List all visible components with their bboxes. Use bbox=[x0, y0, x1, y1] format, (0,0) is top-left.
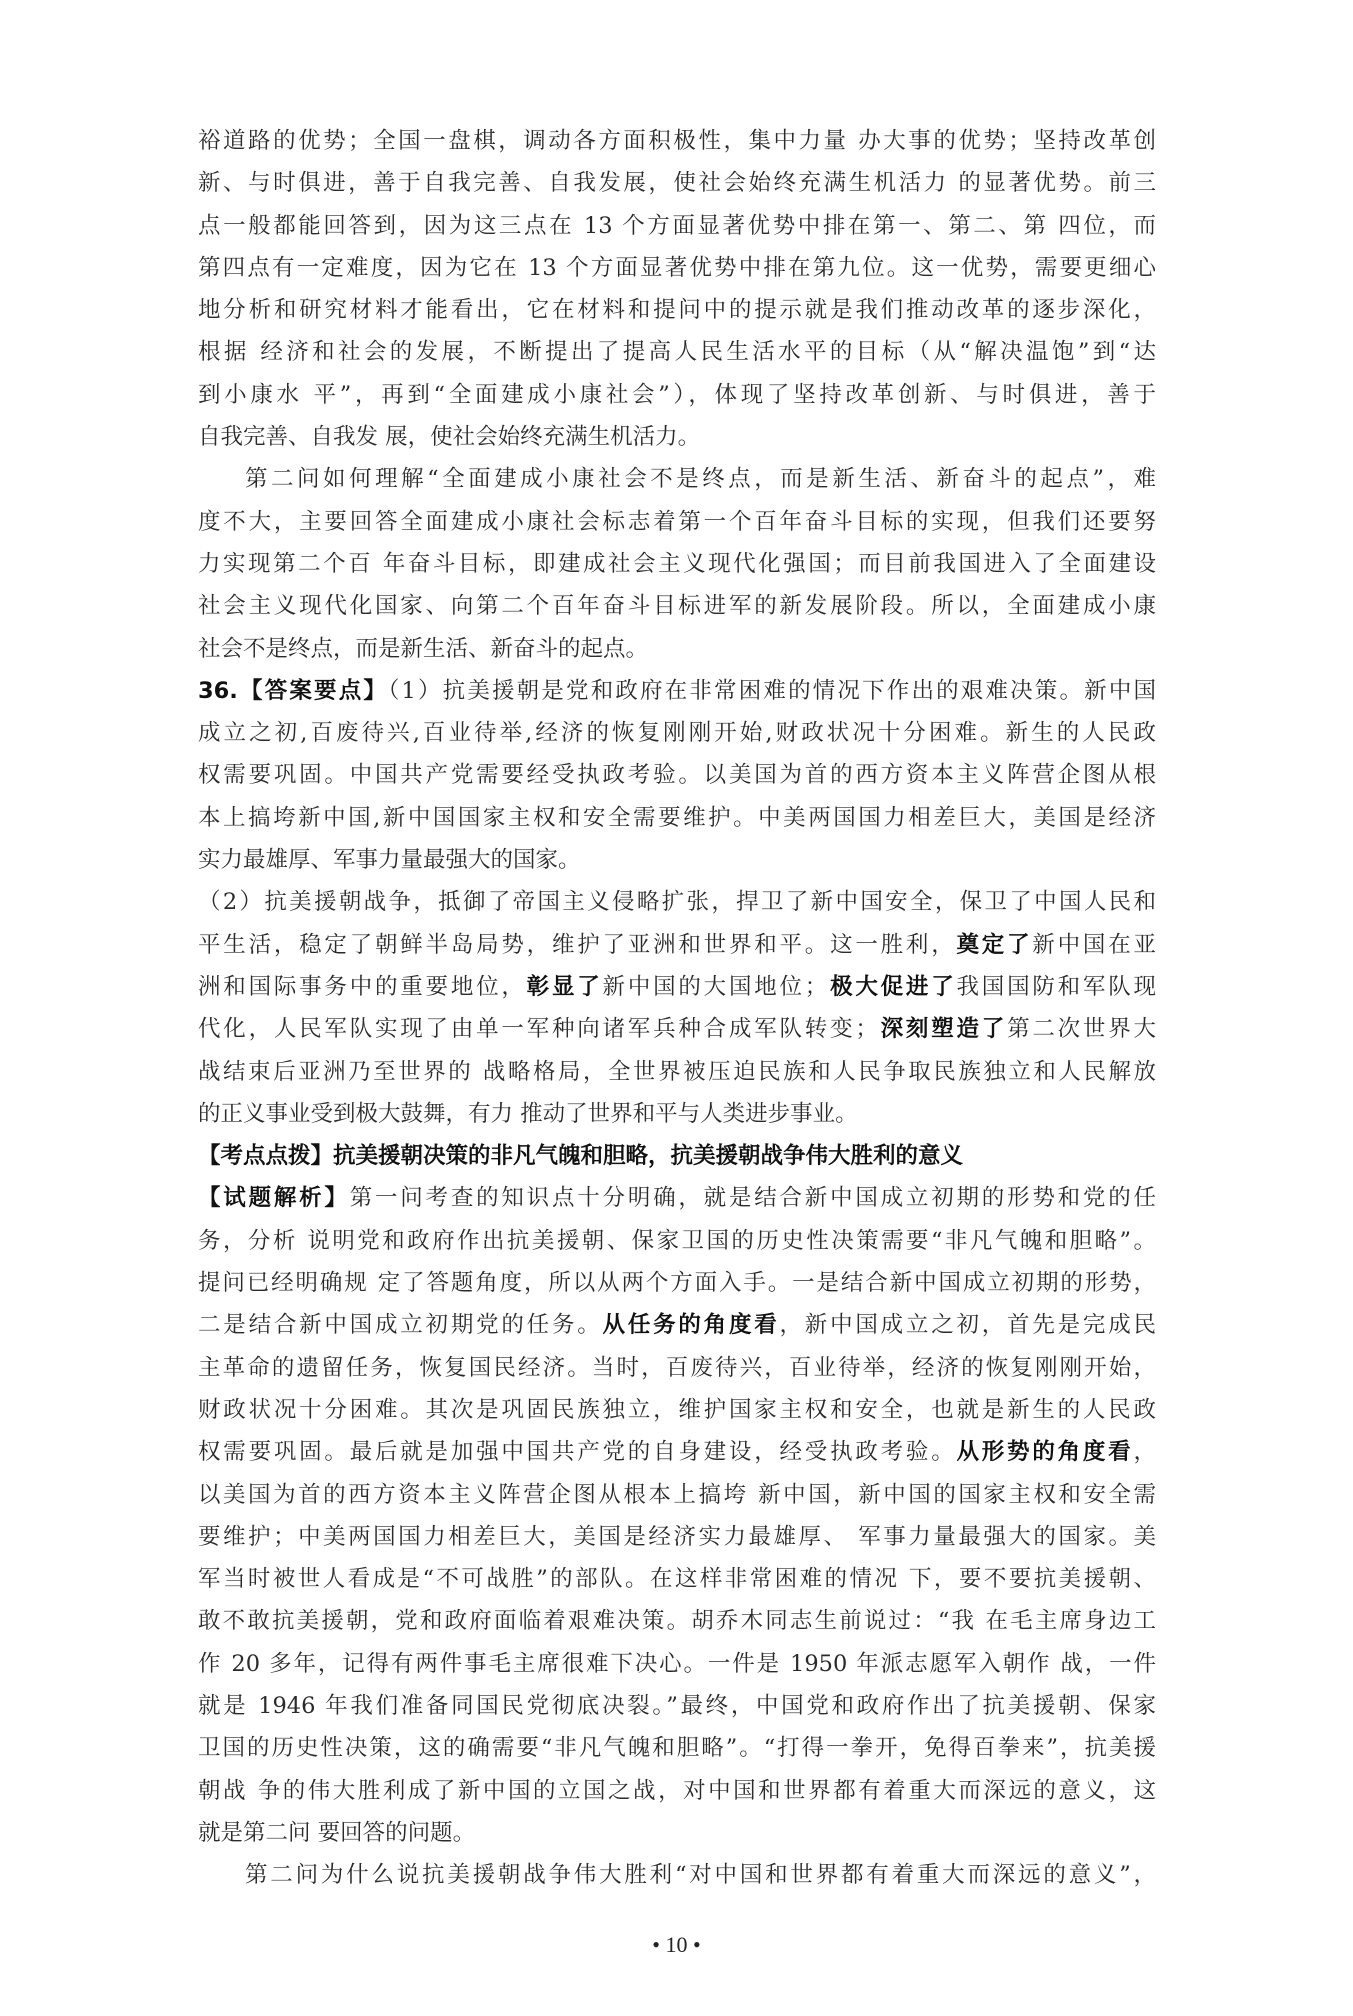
text-line: 社会不是终点，而是新生活、新奋斗的起点。 bbox=[198, 635, 649, 662]
text-line: 裕道路的优势；全国一盘棋，调动各方面积极性，集中力量 办大事的优势；坚持改革创 bbox=[198, 128, 1156, 154]
text-line: 卫国的历史性决策，这的确需要“非凡气魄和胆略”。“打得一拳开，免得百拳来”，抗美援 bbox=[198, 1735, 1156, 1762]
text-line bbox=[198, 670, 1156, 712]
text-line: 就是 1946 年我们准备同国民党彻底决裂。”最终，中国党和政府作出了抗美援朝、保家 bbox=[198, 1692, 1156, 1719]
paragraph-analysis-continued bbox=[198, 120, 1156, 458]
question-36-answer bbox=[198, 670, 1156, 1135]
text-line bbox=[198, 924, 1156, 966]
text-line bbox=[198, 1177, 1156, 1219]
bold-keyword: 彰显了 bbox=[526, 973, 603, 1000]
answer-label: 36.【答案要点】 bbox=[198, 677, 389, 704]
question-analysis bbox=[198, 1177, 1156, 1896]
text-line: 的正义事业受到极大鼓舞，有力 推动了世界和平与人类进步事业。 bbox=[198, 1100, 858, 1127]
text-line: 以美国为首的西方资本主义阵营企图从根本上搞垮 新中国，新中国的国家主权和安全需 bbox=[198, 1481, 1156, 1508]
bold-keyword: 极大促进了 bbox=[827, 973, 957, 1000]
text-line: 力实现第二个百 年奋斗目标，即建成社会主义现代化强国；而目前我国进入了全面建设 bbox=[198, 550, 1156, 577]
answer-text: 新中国的大国地位； bbox=[602, 973, 828, 1000]
text-line: 就是第二问 要回答的问题。 bbox=[198, 1819, 476, 1846]
text-line: 点一般都能回答到，因为这三点在 13 个方面显著优势中排在第一、第二、第 四位，而 bbox=[198, 212, 1156, 239]
answer-text: 新中国在亚 bbox=[1032, 931, 1156, 958]
bold-keyword: 从形势的角度看 bbox=[956, 1439, 1134, 1466]
text-line: 作 20 多年，记得有两件事毛主席很难下决心。一件是 1950 年派志愿军入朝作 战，一件 bbox=[198, 1650, 1156, 1677]
text-line: 成立之初,百废待兴,百业待举,经济的恢复刚刚开始,财政状况十分困难。新生的人民政 bbox=[198, 720, 1156, 747]
page-number: • 10 • bbox=[652, 1932, 701, 1957]
text-line: 军当时被世人看成是“不可战胜”的部队。在这样非常困难的情况 下，要不要抗美援朝、 bbox=[198, 1566, 1156, 1593]
answer-text: 平生活，稳定了朝鲜半岛局势，维护了亚洲和世界和平。这一胜利， bbox=[198, 931, 957, 958]
text-line: （2）抗美援朝战争，抵御了帝国主义侵略扩张，捍卫了新中国安全，保卫了中国人民和 bbox=[198, 889, 1156, 916]
text-line: 敢不敢抗美援朝，党和政府面临着艰难决策。胡乔木同志生前说过：“我 在毛主席身边工 bbox=[198, 1608, 1156, 1635]
text-line bbox=[198, 966, 1156, 1008]
text-line: 权需要巩固。中国共产党需要经受执政考验。以美国为首的西方资本主义阵营企图从根 bbox=[198, 762, 1156, 789]
text-line: 地分析和研究材料才能看出，它在材料和提问中的提示就是我们推动改革的逐步深化， bbox=[198, 297, 1156, 324]
analysis-text: 权需要巩固。最后就是加强中国共产党的自身建设，经受执政考验。 bbox=[198, 1439, 957, 1466]
analysis-text: ， bbox=[1133, 1439, 1156, 1466]
text-line bbox=[198, 1431, 1156, 1473]
bold-keyword: 深刻塑造了 bbox=[877, 1016, 1008, 1043]
analysis-text: 二是结合新中国成立初期党的任务。 bbox=[198, 1312, 603, 1339]
text-line bbox=[198, 1008, 1156, 1050]
bold-keyword: 奠定了 bbox=[956, 931, 1033, 958]
paragraph-second-question bbox=[198, 458, 1156, 669]
text-line: 财政状况十分困难。其次是巩固民族独立，维护国家主权和安全，也就是新生的人民政 bbox=[198, 1396, 1156, 1423]
text-line: 第四点有一定难度，因为它在 13 个方面显著优势中排在第九位。这一优势，需要更细心 bbox=[198, 254, 1156, 281]
text-line: 朝战 争的伟大胜利成了新中国的立国之战，对中国和世界都有着重大而深远的意义，这 bbox=[198, 1777, 1156, 1804]
answer-text: 我国国防和军队现 bbox=[956, 973, 1156, 1000]
text-line: 战结束后亚洲乃至世界的 战略格局，全世界被压迫民族和人民争取民族独立和人民解放 bbox=[198, 1058, 1156, 1085]
text-line: 实力最雄厚、军事力量最强大的国家。 bbox=[198, 847, 581, 874]
text-line: 自我完善、自我发 展，使社会始终充满生机活力。 bbox=[198, 424, 701, 451]
text-line: 要维护；中美两国国力相差巨大，美国是经济实力最雄厚、 军事力量最强大的国家。美 bbox=[198, 1523, 1156, 1550]
text-line: 社会主义现代化国家、向第二个百年奋斗目标进军的新发展阶段。所以，全面建成小康 bbox=[198, 593, 1156, 620]
analysis-text: ，新中国成立之初，首先是完成民 bbox=[779, 1312, 1156, 1339]
answer-text: 代化，人民军队实现了由单一军种向诸军兵种合成军队转变； bbox=[198, 1016, 878, 1043]
text-line: 新、与时俱进，善于自我完善、自我发展，使社会始终充满生机活力 的显著优势。前三 bbox=[198, 170, 1156, 197]
text-line bbox=[198, 1304, 1156, 1346]
bold-keyword: 从任务的角度看 bbox=[602, 1312, 780, 1339]
text-line: 提问已经明确规 定了答题角度，所以从两个方面入手。一是结合新中国成立初期的形势， bbox=[198, 1270, 1156, 1297]
document-page bbox=[198, 120, 1156, 1896]
analysis-label: 【试题解析】 bbox=[198, 1185, 350, 1212]
text-line: 到小康水 平”，再到“全面建成小康社会”），体现了坚持改革创新、与时俱进，善于 bbox=[198, 381, 1156, 408]
text-line: 第二问如何理解“全面建成小康社会不是终点，而是新生活、新奋斗的起点”，难 bbox=[245, 466, 1156, 493]
text-line: 根据 经济和社会的发展，不断提出了提高人民生活水平的目标（从“解决温饱”到“达 bbox=[198, 339, 1156, 366]
text-line: 主革命的遗留任务，恢复国民经济。当时，百废待兴，百业待举，经济的恢复刚刚开始， bbox=[198, 1354, 1156, 1381]
text-line: 务，分析 说明党和政府作出抗美援朝、保家卫国的历史性决策需要“非凡气魄和胆略”。 bbox=[198, 1227, 1156, 1254]
answer-text: （1）抗美援朝是党和政府在非常困难的情况下作出的艰难决策。新中国 bbox=[388, 677, 1156, 704]
key-point-heading: 【考点点拨】抗美援朝决策的非凡气魄和胆略，抗美援朝战争伟大胜利的意义 bbox=[198, 1143, 964, 1170]
answer-text: 第二次世界大 bbox=[1007, 1016, 1156, 1043]
answer-text: 洲和国际事务中的重要地位， bbox=[198, 973, 527, 1000]
analysis-text: 第一问考查的知识点十分明确，就是结合新中国成立初期的形势和党的任 bbox=[349, 1185, 1156, 1212]
text-line: 度不大，主要回答全面建成小康社会标志着第一个百年奋斗目标的实现，但我们还要努 bbox=[198, 508, 1156, 535]
text-line: 第二问为什么说抗美援朝战争伟大胜利“对中国和世界都有着重大而深远的意义”， bbox=[245, 1862, 1156, 1889]
text-line: 本上搞垮新中国,新中国国家主权和安全需要维护。中美两国国力相差巨大，美国是经济 bbox=[198, 804, 1156, 831]
